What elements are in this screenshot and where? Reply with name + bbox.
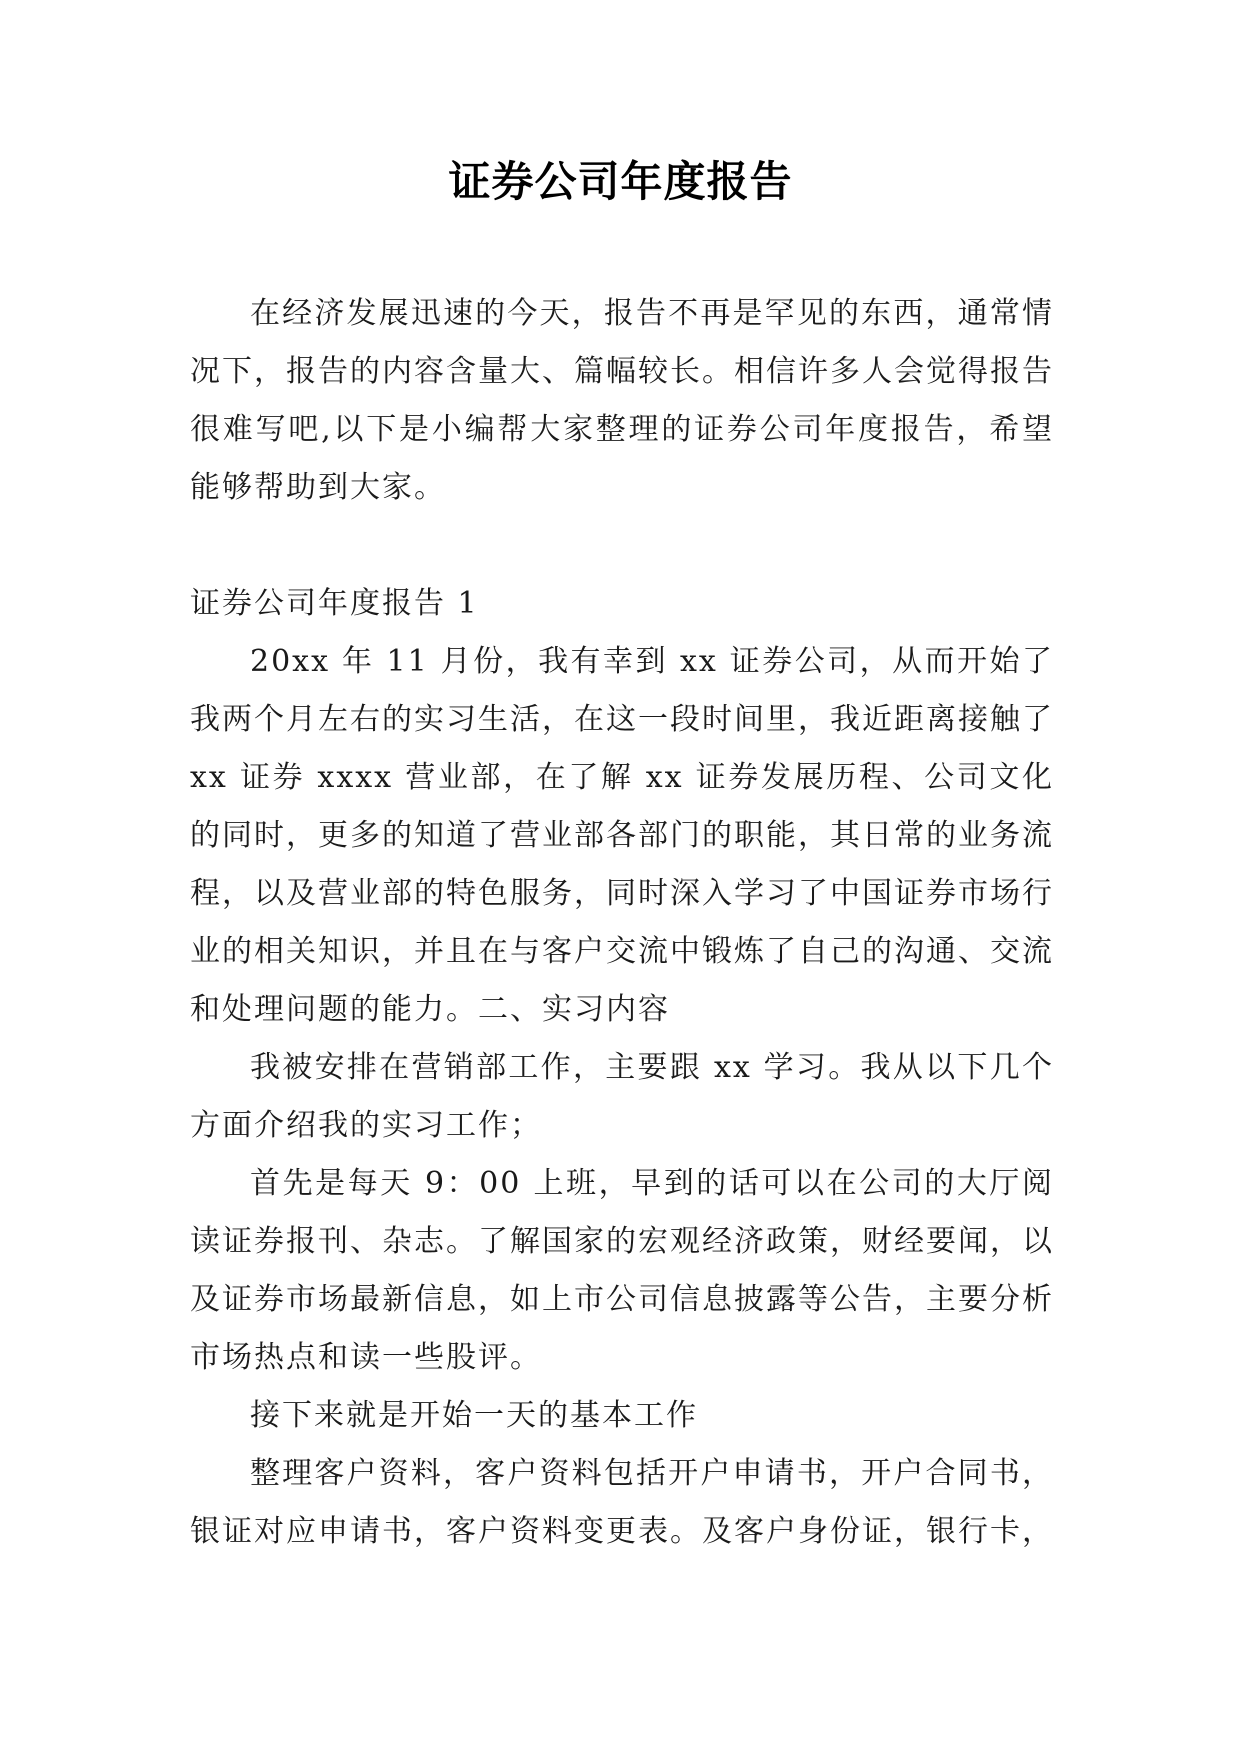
paragraph-gap [190, 517, 1054, 575]
body-paragraph: 首先是每天 9：00 上班，早到的话可以在公司的大厅阅读证券报刊、杂志。了解国家的宏观经济政策，财经要闻，以及证券市场最新信息，如上市公司信息披露等公告，主要分析市场热点和读一些股评。 [190, 1166, 1054, 1375]
intro-paragraph: 在经济发展迅速的今天，报告不再是罕见的东西，通常情况下，报告的内容含量大、篇幅较长。相信许多人会觉得报告很难写吧,以下是小编帮大家整理的证券公司年度报告，希望能够帮助到大家。 [190, 296, 1054, 505]
document-body [190, 285, 1054, 1561]
body-paragraph: 接下来就是开始一天的基本工作 [250, 1398, 698, 1433]
body-paragraph: 我被安排在营销部工作，主要跟 xx 学习。我从以下几个方面介绍我的实习工作； [190, 1050, 1054, 1143]
section-heading: 证券公司年度报告 1 [190, 586, 479, 621]
document-title: 证券公司年度报告 [448, 157, 793, 206]
body-paragraph: 20xx 年 11 月份，我有幸到 xx 证券公司，从而开始了我两个月左右的实习生活，在这一段时间里，我近距离接触了 xx 证券 xxxx 营业部，在了解 xx 证券发展历程、公司文化的同时，更多的知道了营业部各部门的职能，其日常的业务流程，以及营业部的特色服务，同时深入学习了中国证券市场行业的相关知识，并且在与客户交流中锻炼了自己的沟通、交流和处理问题的能力。二、实习内容 [190, 644, 1054, 1027]
body-paragraph: 整理客户资料，客户资料包括开户申请书，开户合同书，银证对应申请书，客户资料变更表。及客户身份证，银行卡， [190, 1456, 1054, 1549]
